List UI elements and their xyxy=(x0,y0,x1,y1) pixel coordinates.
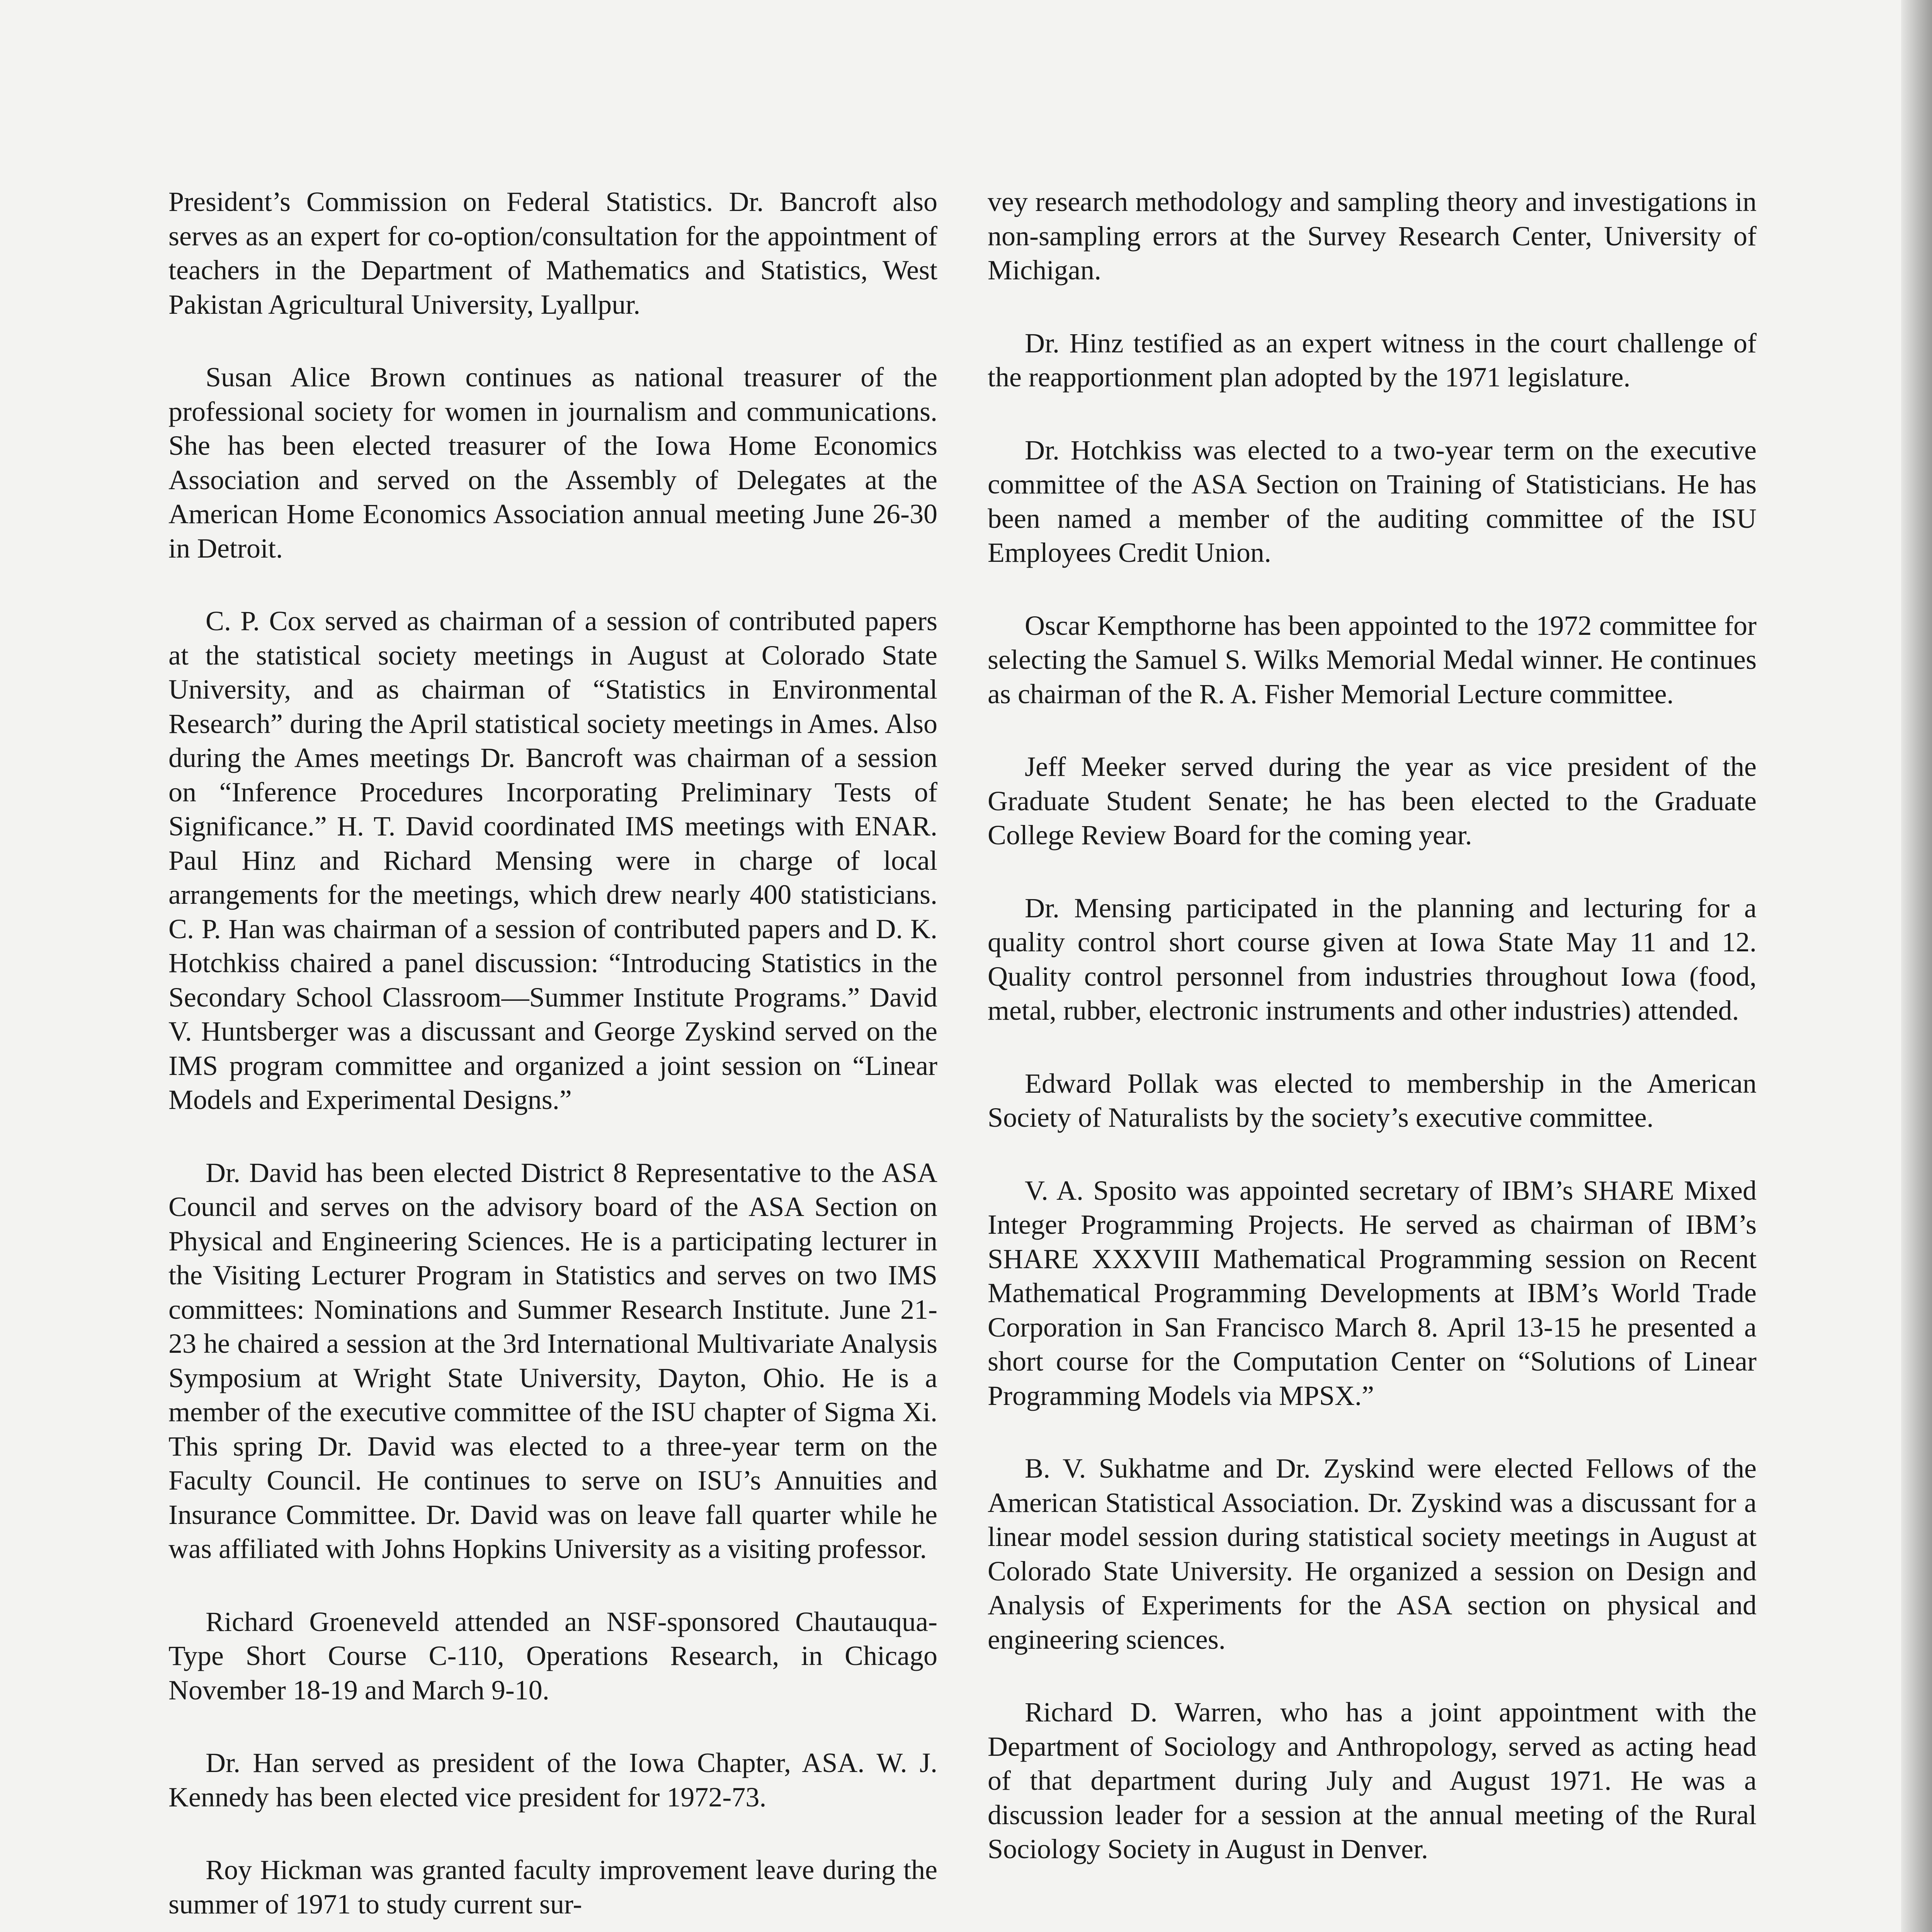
paragraph-dr-han: Dr. Han served as president of the Iowa Chapter, ASA. W. J. Kennedy has been elected vice president for 1972-73. xyxy=(168,1747,937,1813)
paragraph-dr-hotchkiss: Dr. Hotchkiss was elected to a two-year term on the executive committee of the ASA Section on Training of Statisticians. He has been named a member of the auditing committee of the ISU Employees Credit Union. xyxy=(988,434,1757,568)
left-column xyxy=(168,185,937,1932)
paragraph-hickman-continued: vey research methodology and sampling theory and investigations in non-sampling errors at the Survey Research Center, University of Michigan. xyxy=(988,186,1757,286)
paragraph-richard-groeneveld: Richard Groeneveld attended an NSF-sponsored Chautauqua-Type Short Course C-110, Operations Research, in Chicago November 18-19 and March 9-10. xyxy=(168,1606,937,1706)
paragraph-dr-david: Dr. David has been elected District 8 Representative to the ASA Council and serves on the advisory board of the ASA Section on Physical and Engineering Sciences. He is a participating lecturer in the Visiting Lecturer Program in Statistics and serves on two IMS committees: Nominations and Summer Research Institute. June 21-23 he chaired a session at the 3rd International Multivariate Analysis Symposium at Wright State University, Dayton, Ohio. He is a member of the executive committee of the ISU chapter of Sigma Xi. This spring Dr. David was elected to a three-year term on the Faculty Council. He continues to serve on ISU’s Annuities and Insurance Committee. Dr. David was on leave fall quarter while he was affiliated with Johns Hopkins University as a visiting professor. xyxy=(168,1157,937,1564)
paragraph-jeff-meeker: Jeff Meeker served during the year as vice president of the Graduate Student Senate; he has been elected to the Graduate College Review Board for the coming year. xyxy=(988,751,1757,850)
paragraph-edward-pollak: Edward Pollak was elected to membership in the American Society of Naturalists by the society’s executive committee. xyxy=(988,1068,1757,1133)
paragraph-cp-cox: C. P. Cox served as chairman of a session of contributed papers at the statistical society meetings in August at Colorado State University, and as chairman of “Statistics in Environmental Research” during the April statistical society meetings in Ames. Also during the Ames meetings Dr. Bancroft was chairman of a session on “Inference Procedures Incorporating Preliminary Tests of Significance.” H. T. David coordinated IMS meetings with ENAR. Paul Hinz and Richard Mensing were in charge of local arrangements for the meetings, which drew nearly 400 statisticians. C. P. Han was chairman of a session of contributed papers and D. K. Hotchkiss chaired a panel discussion: “Introducing Statistics in the Secondary School Classroom—Summer Institute Programs.” David V. Huntsberger was a discussant and George Zyskind served on the IMS program committee and organized a joint session on “Linear Models and Experimental Designs.” xyxy=(168,605,937,1115)
paragraph-va-sposito: V. A. Sposito was appointed secretary of IBM’s SHARE Mixed Integer Programming Projects. He served as chairman of IBM’s SHARE XXXVIII Mathematical Programming session on Recent Mathematical Programming Developments at IBM’s World Trade Corporation in San Francisco March 8. April 13-15 he presented a short course for the Computation Center on “Solutions of Linear Programming Models via MPSX.” xyxy=(988,1175,1757,1411)
paragraph-susan-alice-brown: Susan Alice Brown continues as national treasurer of the professional society for women in journalism and communications. She has been elected treasurer of the Iowa Home Economics Association and served on the Assembly of Delegates at the American Home Economics Association annual meeting June 26-30 in Detroit. xyxy=(168,362,937,564)
paragraph-bancroft-continued: President’s Commission on Federal Statistics. Dr. Bancroft also serves as an expert for co-option/consultation for the appointment of teachers in the Department of Mathematics and Statistics, West Pakistan Agricultural University, Lyallpur. xyxy=(168,186,937,320)
paragraph-bv-sukhatme: B. V. Sukhatme and Dr. Zyskind were elected Fellows of the American Statistical Association. Dr. Zyskind was a discussant for a linear model session during statistical society meetings in August at Colorado State University. He organized a session on Design and Analysis of Experiments for the ASA section on physical and engineering sciences. xyxy=(988,1453,1757,1655)
paragraph-dr-mensing: Dr. Mensing participated in the planning and lecturing for a quality control short course given at Iowa State May 11 and 12. Quality control personnel from industries throughout Iowa (food, metal, rubber, electronic instruments and other industries) attended. xyxy=(988,892,1757,1026)
page-edge-shadow xyxy=(1901,0,1932,1932)
paragraph-dr-hinz: Dr. Hinz testified as an expert witness in the court challenge of the reapportionment plan adopted by the 1971 legislature. xyxy=(988,327,1757,393)
paragraph-richard-warren: Richard D. Warren, who has a joint appointment with the Department of Sociology and Anthropology, served as acting head of that department during July and August 1971. He was a discussion leader for a session at the annual meeting of the Rural Sociology Society in August in Denver. xyxy=(988,1697,1757,1864)
right-column xyxy=(988,185,1757,1905)
paragraph-roy-hickman: Roy Hickman was granted faculty improvement leave during the summer of 1971 to study current sur- xyxy=(168,1854,937,1920)
paragraph-oscar-kempthorne: Oscar Kempthorne has been appointed to the 1972 committee for selecting the Samuel S. Wilks Memorial Medal winner. He continues as chairman of the R. A. Fisher Memorial Lecture committee. xyxy=(988,610,1757,709)
